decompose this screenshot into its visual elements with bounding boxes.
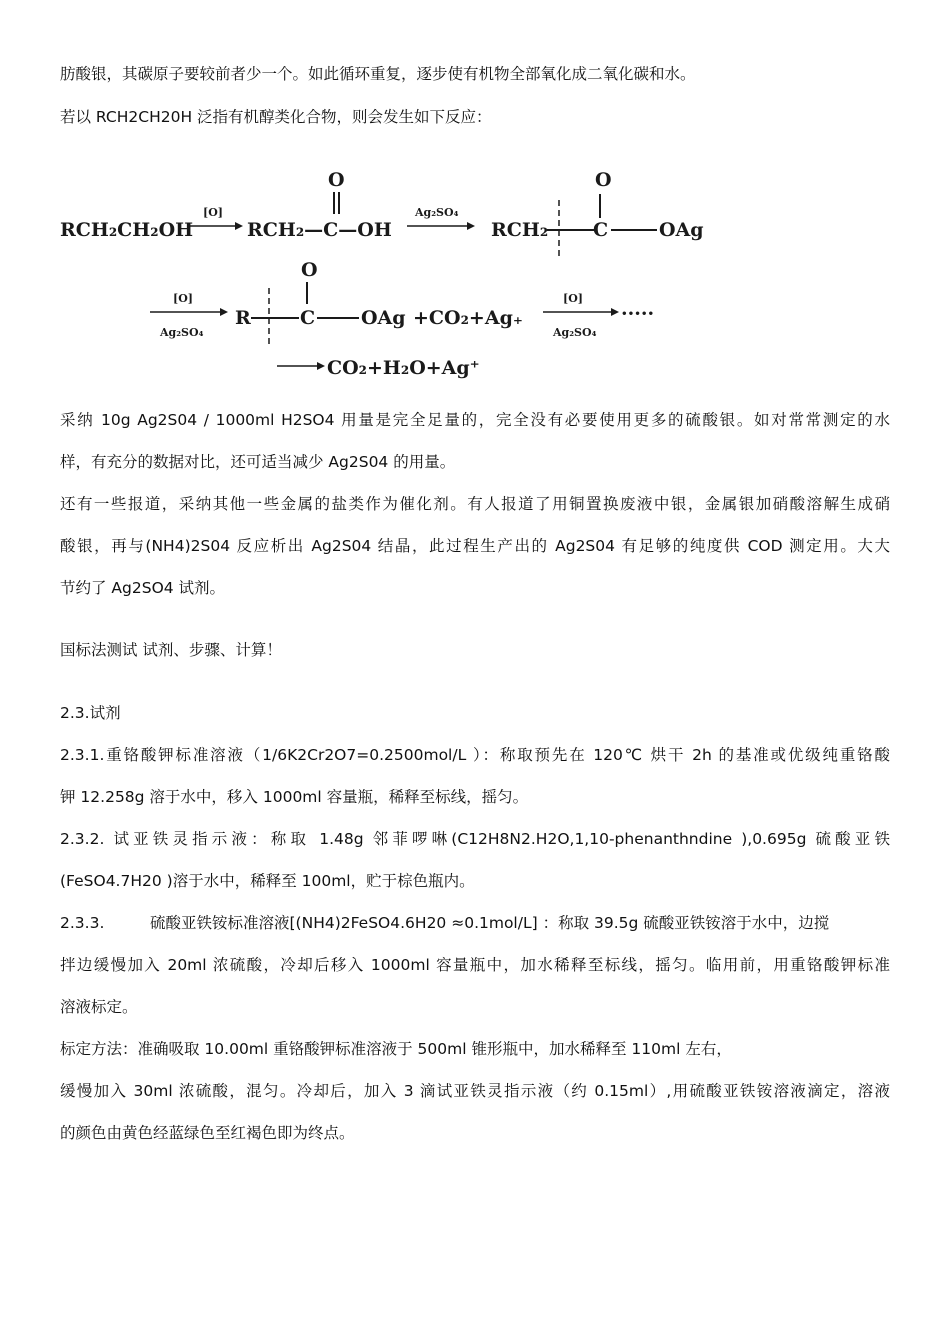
paragraph-national-standard-intro: 国标法测试 试剂、步骤、计算！ bbox=[60, 641, 282, 659]
scheme-salt-rch2: RCH₂ bbox=[491, 219, 549, 241]
paragraph-other-catalysts-line3: 节约了 Ag2SO4 试剂。 bbox=[60, 579, 226, 597]
paragraph-silver-sulfate-dosage-line2: 样，有充分的数据对比，还可适当减少 Ag2S04 的用量。 bbox=[60, 453, 456, 471]
scheme-carbon-1: C bbox=[593, 219, 609, 241]
scheme-carbon-2: C bbox=[300, 307, 316, 329]
scheme-oxygen-3: O bbox=[301, 259, 318, 281]
scheme-carboxylic-acid: RCH₂—C—OH bbox=[247, 219, 392, 241]
section-233-title: 硫酸亚铁铵标准溶液[(NH4)2FeSO4.6H20 ≈0.1mol/L] ：称取 39.5g 硫酸亚铁铵溶于水中，边搅 bbox=[150, 914, 830, 932]
calibration-method-line1: 标定方法：准确吸取 10.00ml 重铬酸钾标准溶液于 500ml 锥形瓶中，加水稀释至 110ml 左右， bbox=[60, 1040, 732, 1058]
paragraph-fatty-acid-silver: 肪酸银，其碳原子要较前者少一个。如此循环重复，逐步使有机物全部氧化成二氧化碳和水。 bbox=[60, 65, 696, 83]
scheme-r-group: R bbox=[235, 307, 251, 329]
scheme-catalyst-1: Ag₂SO₄ bbox=[415, 206, 459, 219]
section-heading-reagents: 2.3.试剂 bbox=[60, 704, 121, 722]
section-233-line2: 拌边缓慢加入 20ml 浓硫酸，冷却后移入 1000ml 容量瓶中，加水稀释至标线，摇匀。临用前，用重铬酸钾标准 bbox=[60, 956, 890, 974]
scheme-oxidant-2: [O] bbox=[173, 292, 193, 305]
scheme-continuation-dots: ····· bbox=[621, 303, 655, 325]
scheme-mid-products: +CO₂+Ag₊ bbox=[413, 307, 523, 329]
scheme-catalyst-3: Ag₂SO₄ bbox=[553, 326, 597, 339]
scheme-oxidant-1: [O] bbox=[203, 206, 223, 219]
scheme-arrowhead-4 bbox=[611, 308, 619, 316]
calibration-method-line2: 缓慢加入 30ml 浓硫酸，混匀。冷却后，加入 3 滴试亚铁灵指示液（约 0.15ml）,用硫酸亚铁铵溶液滴定，溶液 bbox=[60, 1082, 890, 1100]
scheme-arrowhead-1 bbox=[235, 222, 243, 230]
section-232-line1: 2.3.2. 试亚铁灵指示液：称取 1.48g 邻菲啰啉(C12H8N2.H2O,1,10-phenanthndine ),0.695g 硫酸亚铁 bbox=[60, 830, 890, 848]
scheme-oxidant-3: [O] bbox=[563, 292, 583, 305]
scheme-catalyst-2: Ag₂SO₄ bbox=[160, 326, 204, 339]
scheme-oag-2: OAg bbox=[361, 307, 406, 329]
reaction-scheme-figure bbox=[55, 152, 735, 392]
scheme-oxygen-1: O bbox=[328, 169, 345, 191]
section-233-line3: 溶液标定。 bbox=[60, 998, 138, 1016]
scheme-arrowhead-3 bbox=[220, 308, 228, 316]
paragraph-silver-sulfate-dosage-line1: 采纳 10g Ag2S04 / 1000ml H2SO4 用量是完全足量的，完全没有必要使用更多的硫酸银。如对常常测定的水 bbox=[60, 411, 890, 429]
section-231-line2: 钾 12.258g 溶于水中，移入 1000ml 容量瓶，稀释至标线，摇匀。 bbox=[60, 788, 529, 806]
scheme-final-products: CO₂+H₂O+Ag⁺ bbox=[327, 357, 480, 379]
paragraph-other-catalysts-line2: 酸银，再与(NH4)2S04 反应析出 Ag2S04 结晶，此过程生产出的 Ag2S04 有足够的纯度供 COD 测定用。大大 bbox=[60, 537, 890, 555]
scheme-arrowhead-5 bbox=[317, 362, 325, 370]
paragraph-alcohol-reaction-intro: 若以 RCH2CH20H 泛指有机醇类化合物，则会发生如下反应： bbox=[60, 108, 492, 126]
scheme-oxygen-2: O bbox=[595, 169, 612, 191]
section-232-line2: (FeSO4.7H20 )溶于水中，稀释至 100ml，贮于棕色瓶内。 bbox=[60, 872, 475, 890]
scheme-reactant: RCH₂CH₂OH bbox=[60, 219, 194, 241]
calibration-method-line3: 的颜色由黄色经蓝绿色至红褐色即为终点。 bbox=[60, 1124, 355, 1142]
paragraph-other-catalysts-line1: 还有一些报道，采纳其他一些金属的盐类作为催化剂。有人报道了用铜置换废液中银，金属银加硝酸溶解生成硝 bbox=[60, 495, 890, 513]
section-233-number: 2.3.3. bbox=[60, 914, 105, 932]
scheme-oag-1: OAg bbox=[659, 219, 704, 241]
scheme-arrowhead-2 bbox=[467, 222, 475, 230]
section-231-line1: 2.3.1.重铬酸钾标准溶液（1/6K2Cr2O7=0.2500mol/L ）：称取预先在 120℃ 烘干 2h 的基准或优级纯重铬酸 bbox=[60, 746, 890, 764]
section-233-line1 bbox=[60, 913, 890, 933]
